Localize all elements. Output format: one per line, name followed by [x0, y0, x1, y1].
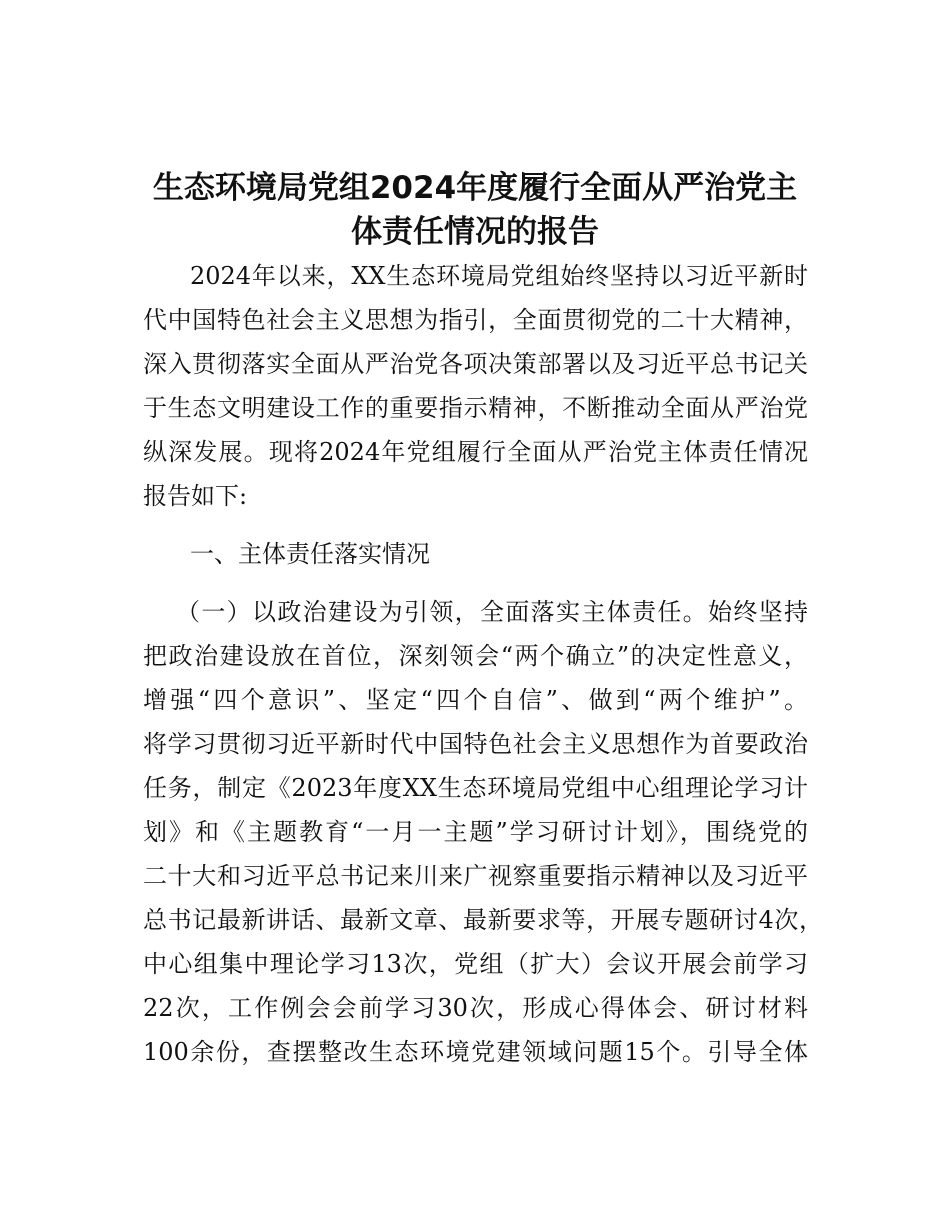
body-line: 于生态文明建设工作的重要指示精神，不断推动全面从严治党 [143, 394, 808, 422]
body-line: 将学习贯彻习近平新时代中国特色社会主义思想作为首要政治 [143, 730, 808, 758]
body-line: 总书记最新讲话、最新文章、最新要求等，开展专题研讨4次， [143, 906, 823, 934]
document-title-line-1: 生态环境局党组2024年度履行全面从严治党主 [152, 170, 798, 206]
body-line: 代中国特色社会主义思想为指引，全面贯彻党的二十大精神， [143, 306, 808, 334]
body-line: 2024年以来，XX生态环境局党组始终坚持以习近平新时 [190, 262, 808, 290]
body-line: 报告如下: [143, 482, 248, 510]
document-title-line-2: 体责任情况的报告 [351, 214, 599, 250]
body-line: 纵深发展。现将2024年党组履行全面从严治党主体责任情况 [143, 438, 808, 466]
body-line: 任务，制定《2023年度XX生态环境局党组中心组理论学习计 [143, 774, 808, 802]
section-heading: 一、主体责任落实情况 [190, 540, 430, 568]
body-line: 划》和《主题教育“一月一主题”学习研讨计划》，围绕党的 [143, 818, 808, 846]
body-line: 增强“四个意识”、坚定“四个自信”、做到“两个维护”。 [143, 686, 808, 714]
body-line: 中心组集中理论学习13次，党组（扩大）会议开展会前学习 [143, 950, 808, 978]
body-line: 深入贯彻落实全面从严治党各项决策部署以及习近平总书记关 [143, 350, 808, 378]
body-line: 二十大和习近平总书记来川来广视察重要指示精神以及习近平 [143, 862, 808, 890]
body-line: 100余份，查摆整改生态环境党建领域问题15个。引导全体 [143, 1038, 808, 1066]
body-line: （一）以政治建设为引领，全面落实主体责任。始终坚持 [176, 598, 808, 626]
body-line: 22次，工作例会会前学习30次，形成心得体会、研讨材料 [143, 994, 808, 1022]
body-line: 把政治建设放在首位，深刻领会“两个确立”的决定性意义， [143, 642, 808, 670]
